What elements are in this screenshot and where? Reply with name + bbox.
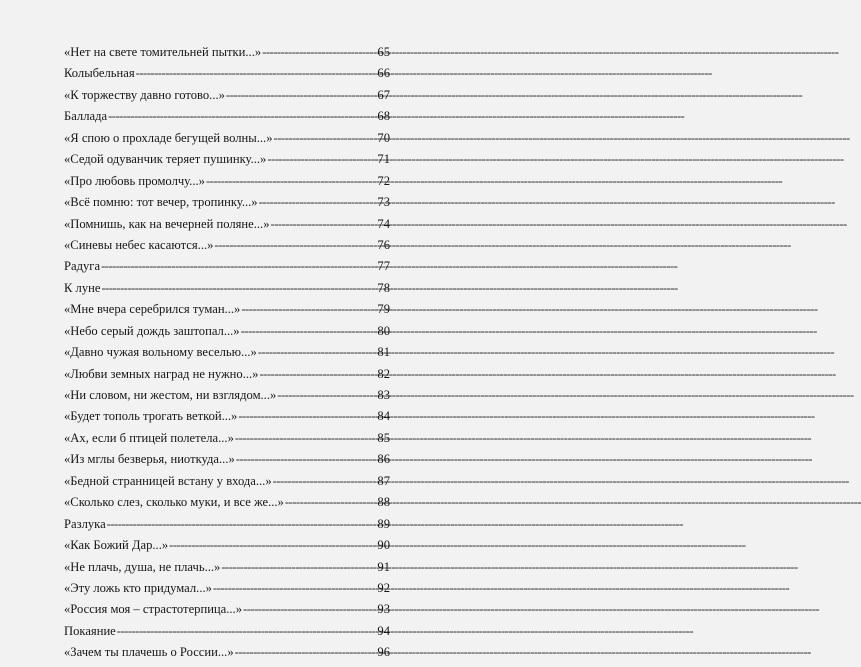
entry-title: «Помнишь, как на вечерней поляне...»	[64, 216, 270, 231]
toc-entry	[64, 45, 390, 66]
entry-title: «Ни словом, ни жестом, ни взглядом...»	[64, 388, 277, 402]
toc-entry	[64, 602, 390, 623]
dot-leader	[226, 88, 375, 103]
dot-leader	[243, 602, 375, 617]
entry-title: «Нет на свете томительней пытки...»	[64, 45, 262, 59]
toc-entry	[64, 345, 390, 366]
entry-title: «Синевы небес касаются...»	[64, 237, 214, 252]
entry-title: Покаяние	[64, 623, 116, 638]
toc-entry	[64, 238, 390, 259]
entry-page-number: 77	[377, 259, 390, 274]
entry-title: «Сколько слез, сколько муки, и все же...»	[64, 495, 284, 510]
dot-leader	[221, 560, 375, 575]
toc-entry	[64, 217, 390, 238]
entry-page-number: 73	[377, 195, 390, 210]
dot-leader	[273, 474, 375, 489]
dot-leader	[259, 195, 375, 210]
dot-leader	[238, 409, 375, 424]
dot-leader	[267, 152, 375, 167]
entry-page-number: 80	[377, 323, 390, 338]
dot-leader	[101, 281, 375, 296]
dot-leader	[136, 66, 375, 81]
entry-page-number: 90	[377, 538, 390, 553]
dot-leader	[274, 131, 376, 146]
entry-title: «Эту ложь кто придумал...»	[64, 580, 212, 595]
toc-entry	[64, 538, 390, 559]
entry-title: «Бедной странницей встану у входа...»	[64, 473, 272, 488]
entry-title: «Я спою о прохладе бегущей волны...»	[64, 130, 273, 145]
toc-entry	[64, 624, 390, 645]
dot-leader	[235, 431, 375, 446]
entry-page-number: 66	[377, 66, 390, 81]
toc-entry	[64, 281, 390, 302]
toc-entry	[64, 452, 390, 473]
entry-page-number: 78	[377, 280, 390, 295]
entry-page-number: 71	[377, 152, 390, 167]
toc-entry	[64, 431, 390, 452]
toc-entry	[64, 88, 390, 109]
dot-leader	[262, 45, 375, 60]
entry-title: «Всё помню: тот вечер, тропинку...»	[64, 195, 258, 210]
entry-page-number: 94	[377, 623, 390, 638]
entry-page-number: 84	[377, 409, 390, 424]
entry-page-number: 67	[377, 87, 390, 102]
entry-page-number: 81	[377, 345, 390, 360]
entry-title: Колыбельная	[64, 66, 135, 81]
entry-title: «Не плачь, душа, не плачь...»	[64, 559, 221, 574]
entry-title: Разлука	[64, 516, 106, 531]
entry-title: «Зачем ты плачешь о России...»	[64, 645, 234, 660]
entry-title: «К торжеству давно готово...»	[64, 87, 225, 102]
toc-entry	[64, 560, 390, 581]
dot-leader	[285, 495, 375, 510]
toc-entry	[64, 66, 390, 87]
toc-entry	[64, 259, 390, 280]
entry-page-number: 76	[377, 237, 390, 252]
toc-entry	[64, 517, 390, 538]
entry-title: «Любви земных наград не нужно...»	[64, 366, 259, 381]
toc-entry	[64, 388, 390, 409]
entry-page-number: 93	[377, 602, 390, 617]
entry-page-number: 87	[377, 473, 390, 488]
entry-page-number: 79	[377, 302, 390, 317]
entry-page-number: 70	[377, 130, 390, 145]
toc-entry	[64, 324, 390, 345]
dot-leader	[259, 367, 375, 382]
toc-entry	[64, 645, 390, 666]
dot-leader	[213, 581, 375, 596]
entry-page-number: 86	[377, 452, 390, 467]
dot-leader	[241, 324, 375, 339]
toc-entry	[64, 152, 390, 173]
toc-entry	[64, 495, 390, 516]
entry-page-number: 96	[377, 645, 390, 660]
entry-title: «Россия моя – страстотерпица...»	[64, 602, 243, 617]
dot-leader	[258, 345, 375, 360]
entry-title: «Давно чужая вольному веселью...»	[64, 345, 257, 360]
entry-title: «Седой одуванчик теряет пушинку...»	[64, 152, 267, 167]
entry-page-number: 65	[377, 45, 390, 59]
dot-leader	[108, 109, 375, 124]
dot-leader	[235, 645, 375, 660]
toc-entry	[64, 367, 390, 388]
entry-page-number: 91	[377, 559, 390, 574]
entry-title: Радуга	[64, 259, 101, 274]
entry-title: Баллада	[64, 109, 108, 124]
toc-entry	[64, 174, 390, 195]
entry-title: «Ах, если б птицей полетела...»	[64, 430, 234, 445]
toc-entry	[64, 409, 390, 430]
dot-leader	[169, 538, 375, 553]
entry-page-number: 85	[377, 430, 390, 445]
dot-leader	[214, 238, 375, 253]
entry-title: «Как Божий Дар...»	[64, 538, 169, 553]
dot-leader	[236, 452, 375, 467]
dot-leader	[271, 217, 375, 232]
entry-page-number: 68	[377, 109, 390, 124]
entry-page-number: 74	[377, 216, 390, 231]
entry-title: «Мне вчера серебрился туман...»	[64, 302, 241, 317]
toc-entry	[64, 195, 390, 216]
toc-entry	[64, 581, 390, 602]
entry-page-number: 88	[377, 495, 390, 510]
entry-page-number: 92	[377, 580, 390, 595]
entry-title: «Из мглы безверья, ниоткуда...»	[64, 452, 235, 467]
dot-leader	[241, 302, 375, 317]
entry-title: «Будет тополь трогать веткой...»	[64, 409, 238, 424]
entry-page-number: 72	[377, 173, 390, 188]
table-of-contents	[64, 45, 390, 667]
entry-page-number: 89	[377, 516, 390, 531]
dot-leader	[107, 517, 375, 532]
toc-entry	[64, 109, 390, 130]
entry-page-number: 83	[377, 388, 390, 402]
dot-leader	[117, 624, 375, 639]
entry-title: К луне	[64, 280, 101, 295]
toc-entry	[64, 131, 390, 152]
dot-leader	[206, 174, 375, 189]
toc-entry	[64, 302, 390, 323]
entry-page-number: 82	[377, 366, 390, 381]
toc-entry	[64, 474, 390, 495]
entry-title: «Небо серый дождь заштопал...»	[64, 323, 240, 338]
dot-leader	[277, 388, 375, 403]
entry-title: «Про любовь промолчу...»	[64, 173, 205, 188]
dot-leader	[101, 259, 375, 274]
